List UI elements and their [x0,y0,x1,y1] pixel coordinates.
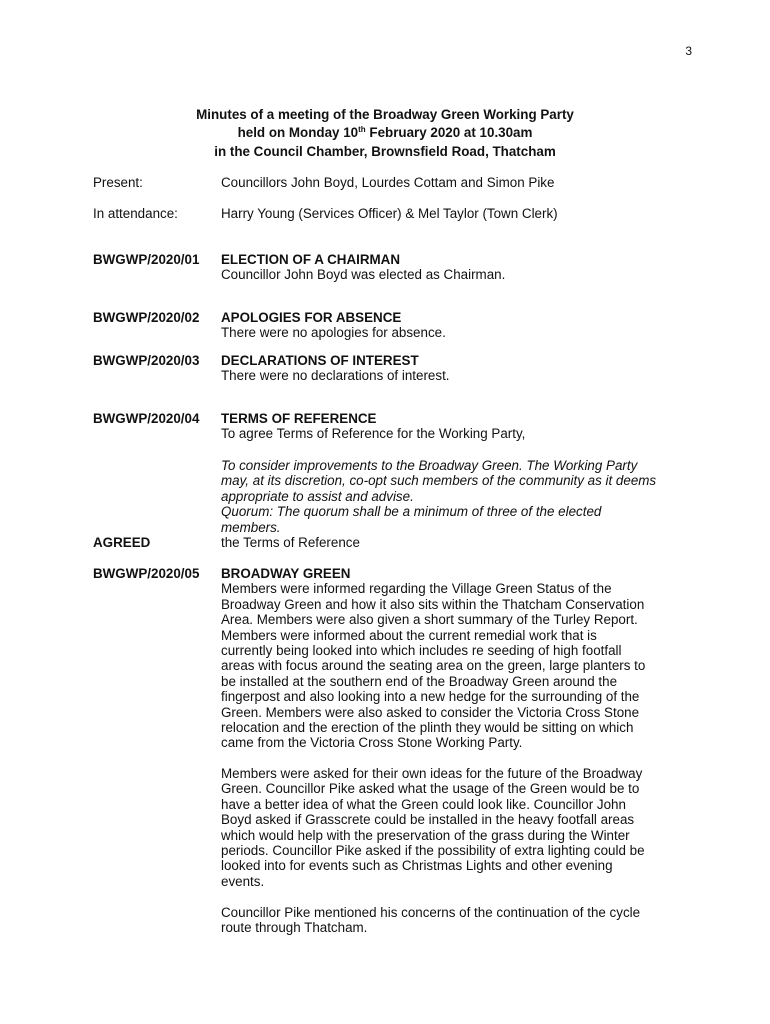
quote-line: To consider improvements to the Broadway Green. The Working Party [221,458,638,473]
item-title: BROADWAY GREEN [221,566,351,581]
text-line: Area. Members were also given a short summary of the Turley Report. [221,612,638,628]
agenda-item [221,252,678,283]
resolution-text: the Terms of Reference [221,535,360,550]
quote-line: members. [221,519,281,535]
text-line: areas with focus around the seating area on the green, large planters to [221,658,646,674]
paragraph-1 [221,581,678,750]
text-line: route through Thatcham. [221,920,368,936]
terms-of-reference-quote [221,458,678,535]
text-line: Members were informed about the current remedial work that is [221,627,597,643]
quote-line: Quorum: The quorum shall be a minimum of three of the elected [221,504,602,520]
text-line: be installed at the southern end of the Broadway Green around the [221,673,618,689]
item-ref: BWGWP/2020/01 [93,252,200,267]
text-line: Green. Councillor Pike asked what the usage of the Green would be to [221,781,640,797]
paragraph-2 [221,766,678,889]
quote-line: appropriate to assist and advise. [221,488,414,504]
text-line: fingerpost and also looking into a new hedge for the surrounding of the [221,689,640,705]
item-text: There were no declarations of interest. [221,368,450,384]
page-number: 3 [685,44,692,58]
present-label: Present: [93,175,143,190]
title-line-2: held on Monday 10th February 2020 at 10.30am [237,125,533,141]
resolution-label: AGREED [93,535,151,550]
item-ref: BWGWP/2020/03 [93,353,200,368]
agenda-item [221,566,678,751]
item-title: TERMS OF REFERENCE [221,411,377,426]
text-line: Members were asked for their own ideas for the future of the Broadway [221,766,643,781]
item-ref: BWGWP/2020/05 [93,566,200,581]
page-title [140,106,630,161]
item-text: There were no apologies for absence. [221,325,446,341]
text-line: relocation and the erection of the plinth they would be sitting on which [221,720,634,736]
text-line: currently being looked into which includes re seeding of high footfall [221,643,622,659]
text-line: came from the Victoria Cross Stone Working Party. [221,735,523,751]
text-line: have a better idea of what the Green could look like. Councillor John [221,796,626,812]
text-line: which would help with the preservation of the grass during the Winter [221,827,630,843]
item-text: Councillor John Boyd was elected as Chairman. [221,267,506,283]
item-title: ELECTION OF A CHAIRMAN [221,252,401,267]
quote-line: may, at its discretion, co-opt such members of the community as it deems [221,473,657,489]
text-line: looked into for events such as Christmas Lights and other evening [221,858,613,874]
title-line-1: Minutes of a meeting of the Broadway Green Working Party [196,107,574,122]
attendance-value: Harry Young (Services Officer) & Mel Taylor (Town Clerk) [221,206,558,221]
item-title: APOLOGIES FOR ABSENCE [221,310,402,325]
title-line-3: in the Council Chamber, Brownsfield Road, Thatcham [214,143,556,159]
text-line: Broadway Green and how it also sits within the Thatcham Conservation [221,596,645,612]
item-ref: BWGWP/2020/02 [93,310,200,325]
item-ref: BWGWP/2020/04 [93,411,200,426]
text-line: Green. Members were also asked to consider the Victoria Cross Stone [221,704,640,720]
text-line: events. [221,873,265,889]
agenda-item [221,353,678,384]
text-line: Boyd asked if Grasscrete could be installed in the heavy footfall areas [221,812,635,828]
agenda-item [221,310,678,341]
text-line: Members were informed regarding the Village Green Status of the [221,581,612,597]
present-value: Councillors John Boyd, Lourdes Cottam and Simon Pike [221,175,555,190]
agenda-item [221,411,678,442]
attendance-label: In attendance: [93,206,178,221]
item-title: DECLARATIONS OF INTEREST [221,353,419,368]
text-line: Councillor Pike mentioned his concerns of the continuation of the cycle [221,905,641,920]
text-line: periods. Councillor Pike asked if the possibility of extra lighting could be [221,843,645,859]
paragraph-3 [221,905,678,936]
item-text: To agree Terms of Reference for the Working Party, [221,426,526,442]
